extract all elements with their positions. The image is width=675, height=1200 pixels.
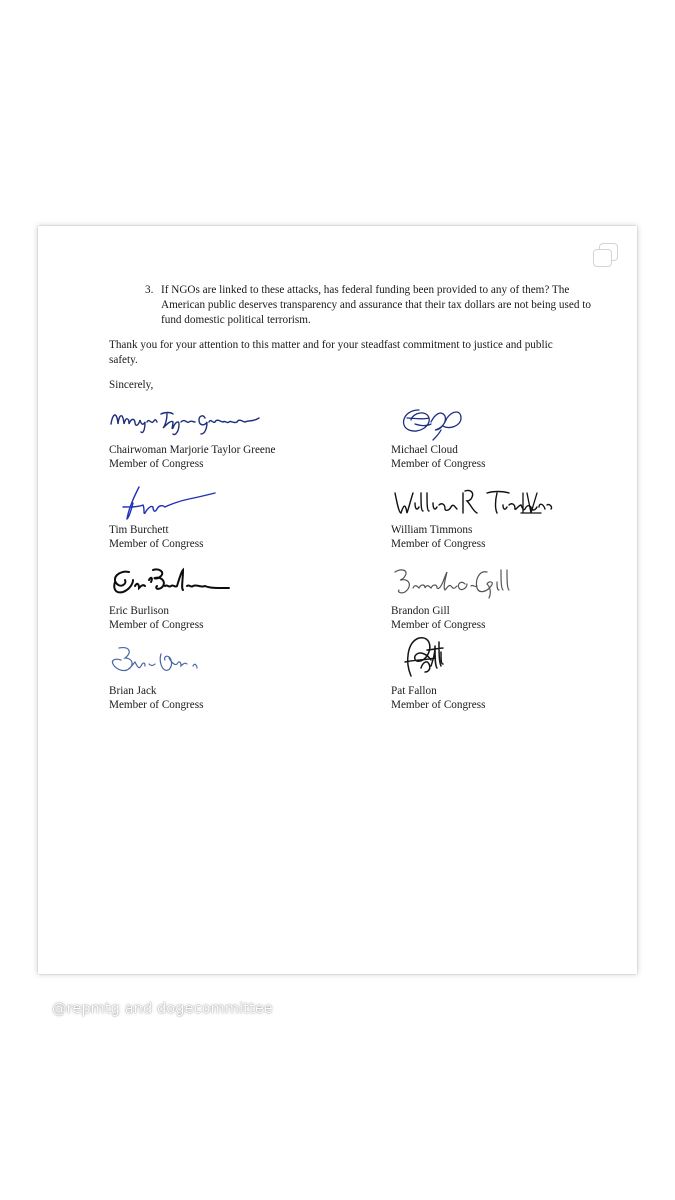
signer-role: Member of Congress — [391, 458, 486, 470]
signature-burchett — [109, 483, 229, 523]
signature-jack — [109, 644, 219, 676]
signer-name: Brian Jack — [109, 685, 157, 697]
signer-role: Member of Congress — [391, 699, 486, 711]
signer-name: Pat Fallon — [391, 685, 437, 697]
signature-greene — [109, 404, 279, 438]
signer-cloud — [391, 404, 631, 474]
list-item-number: 3. — [145, 284, 154, 296]
signature-gill — [391, 566, 521, 602]
signer-jack — [109, 644, 349, 716]
signer-role: Member of Congress — [109, 538, 204, 550]
signer-name: Michael Cloud — [391, 444, 458, 456]
signer-timmons — [391, 483, 631, 555]
signature-timmons — [391, 483, 561, 523]
signature-cloud — [391, 404, 501, 444]
signature-burlison — [109, 566, 239, 598]
signer-name: Tim Burchett — [109, 524, 169, 536]
signer-role: Member of Congress — [109, 619, 204, 631]
thanks-paragraph: Thank you for your attention to this matter and for your steadfast commitment to justice and public safety. — [109, 339, 553, 366]
signer-name: Brandon Gill — [391, 605, 450, 617]
copy-icon[interactable] — [593, 243, 619, 267]
copy-icon-front — [593, 249, 612, 267]
signer-role: Member of Congress — [109, 699, 204, 711]
signer-role: Member of Congress — [391, 619, 486, 631]
signer-role: Member of Congress — [391, 538, 486, 550]
list-item-text: If NGOs are linked to these attacks, has federal funding been provided to any of them? The American public deserves transparency and assurance that their tax dollars are not being used to fund domestic political terrorism. — [161, 284, 591, 326]
signer-burlison — [109, 566, 349, 636]
signer-burchett — [109, 483, 349, 555]
signer-gill — [391, 566, 631, 636]
signer-name: Eric Burlison — [109, 605, 169, 617]
signer-role: Member of Congress — [109, 458, 204, 470]
signer-name: Chairwoman Marjorie Taylor Greene — [109, 444, 276, 456]
signer-fallon — [391, 632, 631, 716]
letter-page — [38, 226, 637, 974]
signature-fallon — [391, 632, 471, 680]
signer-greene — [109, 404, 349, 474]
credit-caption: @repmtg and dogecommittee — [52, 1001, 273, 1017]
closing-salutation: Sincerely, — [109, 379, 154, 391]
signer-name: William Timmons — [391, 524, 473, 536]
